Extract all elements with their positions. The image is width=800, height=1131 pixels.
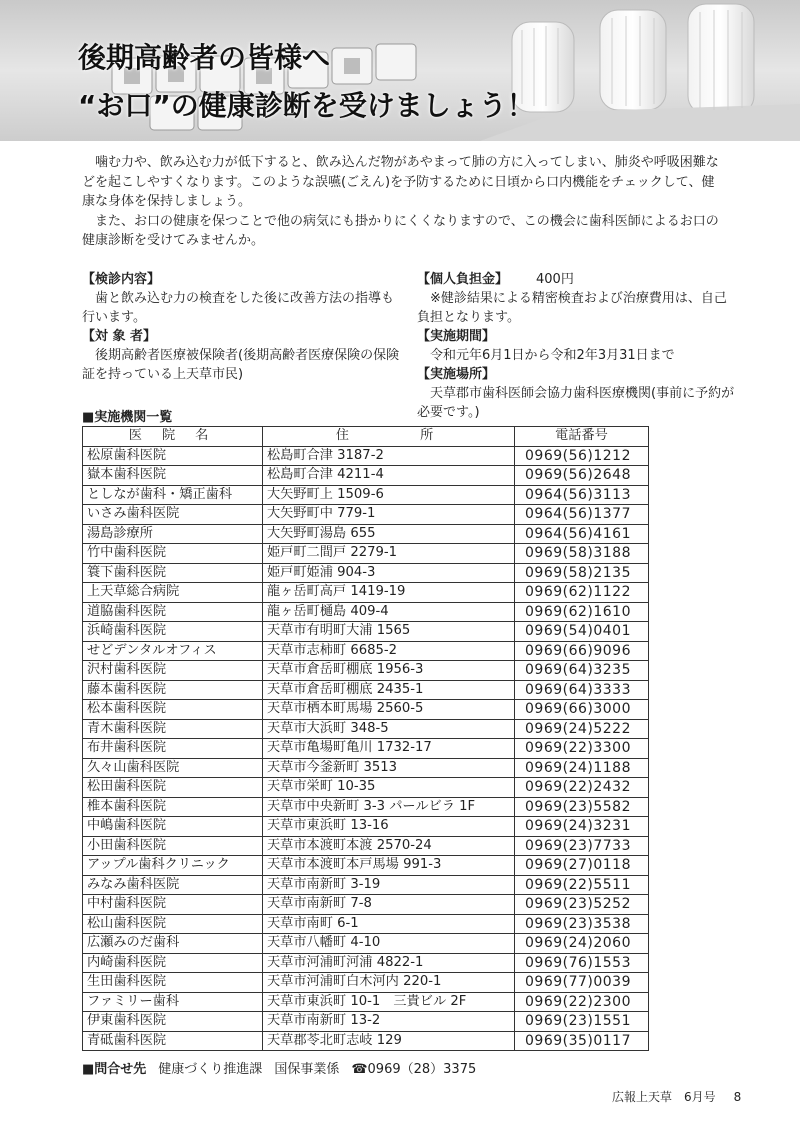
header-banner <box>0 0 800 141</box>
table-row <box>83 466 649 486</box>
clinic-name-cell: 内崎歯科医院 <box>83 953 263 973</box>
table-row <box>83 583 649 603</box>
cost-heading: 【個人負担金】 <box>417 272 509 287</box>
info-right-column <box>417 270 735 422</box>
exam-heading: 【検診内容】 <box>82 272 161 287</box>
table-row <box>83 563 649 583</box>
clinic-phone-cell: 0969(24)3231 <box>515 817 649 837</box>
clinic-name-cell: 松山歯科医院 <box>83 914 263 934</box>
intro-text <box>82 153 722 251</box>
clinic-phone-cell: 0969(58)2135 <box>515 563 649 583</box>
clinic-phone-cell: 0969(56)2648 <box>515 466 649 486</box>
clinic-name-cell: 道脇歯科医院 <box>83 602 263 622</box>
table-row <box>83 680 649 700</box>
clinic-phone-cell: 0969(66)9096 <box>515 641 649 661</box>
clinic-phone-cell: 0969(22)5511 <box>515 875 649 895</box>
clinic-address-cell: 天草市有明町大浦 1565 <box>263 622 515 642</box>
clinic-name-cell: 伊東歯科医院 <box>83 1012 263 1032</box>
table-row <box>83 505 649 525</box>
clinic-name-cell: 沢村歯科医院 <box>83 661 263 681</box>
table-row <box>83 992 649 1012</box>
clinic-address-cell: 天草市今釜新町 3513 <box>263 758 515 778</box>
clinic-name-cell: 簑下歯科医院 <box>83 563 263 583</box>
place-body: 天草郡市歯科医師会協力歯科医療機関(事前に予約が必要です。) <box>417 386 735 420</box>
clinic-phone-cell: 0969(23)5582 <box>515 797 649 817</box>
col-header-name: 医 院 名 <box>83 427 263 447</box>
clinic-address-cell: 天草市南新町 3-19 <box>263 875 515 895</box>
clinic-name-cell: 中嶋歯科医院 <box>83 817 263 837</box>
table-row <box>83 1012 649 1032</box>
clinic-phone-cell: 0969(23)1551 <box>515 1012 649 1032</box>
clinic-name-cell: 青砥歯科医院 <box>83 1031 263 1051</box>
table-row <box>83 719 649 739</box>
cost-note: ※健診結果による精密検査および治療費用は、自己負担となります。 <box>417 291 727 325</box>
info-left-column <box>82 270 402 384</box>
clinic-address-cell: 天草市本渡町本渡 2570-24 <box>263 836 515 856</box>
clinic-phone-cell: 0969(23)5252 <box>515 895 649 915</box>
table-row <box>83 934 649 954</box>
clinic-phone-cell: 0969(22)3300 <box>515 739 649 759</box>
clinic-address-cell: 天草市中央新町 3-3 パールビラ 1F <box>263 797 515 817</box>
clinic-table <box>82 426 649 1051</box>
clinic-phone-cell: 0969(62)1610 <box>515 602 649 622</box>
page-title-line2: “お口”の健康診断を受けましょう！ <box>78 89 535 122</box>
table-row <box>83 485 649 505</box>
clinic-name-cell: 小田歯科医院 <box>83 836 263 856</box>
clinic-name-cell: 松原歯科医院 <box>83 446 263 466</box>
clinic-phone-cell: 0969(27)0118 <box>515 856 649 876</box>
clinic-address-cell: 天草市亀場町亀川 1732-17 <box>263 739 515 759</box>
clinic-phone-cell: 0969(56)1212 <box>515 446 649 466</box>
clinic-address-cell: 天草市東浜町 10-1 三貴ビル 2F <box>263 992 515 1012</box>
clinic-address-cell: 天草市河浦町河浦 4822-1 <box>263 953 515 973</box>
clinic-name-cell: 湯島診療所 <box>83 524 263 544</box>
publication-name: 広報上天草 6月号 <box>612 1090 716 1104</box>
clinic-address-cell: 姫戸町姫浦 904-3 <box>263 563 515 583</box>
clinic-address-cell: 松島町合津 3187-2 <box>263 446 515 466</box>
clinic-phone-cell: 0969(58)3188 <box>515 544 649 564</box>
clinic-phone-cell: 0969(23)7733 <box>515 836 649 856</box>
target-body: 後期高齢者医療被保険者(後期高齢者医療保険の保険証を持っている上天草市民) <box>82 348 400 382</box>
table-row <box>83 836 649 856</box>
clinic-address-cell: 天草市南町 6-1 <box>263 914 515 934</box>
table-row <box>83 602 649 622</box>
table-row <box>83 700 649 720</box>
clinic-phone-cell: 0969(22)2432 <box>515 778 649 798</box>
contact-dept: 健康づくり推進課 <box>158 1062 263 1077</box>
clinic-name-cell: 中村歯科医院 <box>83 895 263 915</box>
clinic-address-cell: 大矢野町上 1509-6 <box>263 485 515 505</box>
clinic-address-cell: 天草市倉岳町棚底 1956-3 <box>263 661 515 681</box>
clinic-phone-cell: 0964(56)1377 <box>515 505 649 525</box>
col-header-phone: 電話番号 <box>515 427 649 447</box>
page-number: 8 <box>733 1090 742 1104</box>
clinic-address-cell: 天草市南新町 7-8 <box>263 895 515 915</box>
table-header-row <box>83 427 649 447</box>
clinic-name-cell: 竹中歯科医院 <box>83 544 263 564</box>
contact-line <box>82 1058 476 1077</box>
table-row <box>83 895 649 915</box>
col-header-address: 住 所 <box>263 427 515 447</box>
table-row <box>83 641 649 661</box>
period-body: 令和元年6月1日から令和2年3月31日まで <box>430 348 675 363</box>
clinic-address-cell: 大矢野町中 779-1 <box>263 505 515 525</box>
clinic-phone-cell: 0969(77)0039 <box>515 973 649 993</box>
target-heading: 【対 象 者】 <box>82 329 157 344</box>
intro-paragraph: 噛む力や、飲み込む力が低下すると、飲み込んだ物があやまって肺の方に入ってしまい、肺炎や呼吸困難などを起こしやすくなります。このような誤嚥(ごえん)を予防するために日頃から口内機能をチェックして、健康な身体を保持しましょう。 <box>82 155 719 209</box>
table-row <box>83 739 649 759</box>
clinic-phone-cell: 0969(76)1553 <box>515 953 649 973</box>
clinic-phone-cell: 0969(24)2060 <box>515 934 649 954</box>
clinic-name-cell: 上天草総合病院 <box>83 583 263 603</box>
clinic-address-cell: 天草市倉岳町棚底 2435-1 <box>263 680 515 700</box>
clinic-phone-cell: 0969(23)3538 <box>515 914 649 934</box>
table-row <box>83 797 649 817</box>
clinic-name-cell: ファミリー歯科 <box>83 992 263 1012</box>
clinic-phone-cell: 0964(56)4161 <box>515 524 649 544</box>
clinic-phone-cell: 0969(54)0401 <box>515 622 649 642</box>
exam-body: 歯と飲み込む力の検査をした後に改善方法の指導も行います。 <box>82 291 395 325</box>
table-row <box>83 1031 649 1051</box>
clinic-name-cell: 藤本歯科医院 <box>83 680 263 700</box>
clinic-phone-cell: 0969(35)0117 <box>515 1031 649 1051</box>
page-title-line1: 後期高齢者の皆様へ <box>78 41 331 74</box>
table-row <box>83 661 649 681</box>
clinic-address-cell: 天草市東浜町 13-16 <box>263 817 515 837</box>
clinic-phone-cell: 0964(56)3113 <box>515 485 649 505</box>
clinic-name-cell: 青木歯科医院 <box>83 719 263 739</box>
table-row <box>83 875 649 895</box>
clinic-phone-cell: 0969(22)2300 <box>515 992 649 1012</box>
clinic-phone-cell: 0969(64)3333 <box>515 680 649 700</box>
clinic-name-cell: 布井歯科医院 <box>83 739 263 759</box>
cost-heading-row <box>417 270 735 289</box>
table-row <box>83 622 649 642</box>
table-row <box>83 778 649 798</box>
clinic-address-cell: 龍ヶ岳町高戸 1419-19 <box>263 583 515 603</box>
clinic-table-body <box>83 446 649 1051</box>
intro-paragraph: また、お口の健康を保つことで他の病気にも掛かりにくくなりますので、この機会に歯科医師によるお口の健康診断を受けてみませんか。 <box>82 213 719 248</box>
clinic-address-cell: 姫戸町二間戸 2279-1 <box>263 544 515 564</box>
table-row <box>83 953 649 973</box>
clinic-address-cell: 天草市南新町 13-2 <box>263 1012 515 1032</box>
clinic-name-cell: 広瀬みのだ歯科 <box>83 934 263 954</box>
table-row <box>83 973 649 993</box>
clinic-phone-cell: 0969(64)3235 <box>515 661 649 681</box>
contact-label: ■問合せ先 <box>82 1062 147 1077</box>
table-title: ■実施機関一覧 <box>82 410 173 425</box>
clinic-name-cell: アップル歯科クリニック <box>83 856 263 876</box>
clinic-address-cell: 天草市本渡町本戸馬場 991-3 <box>263 856 515 876</box>
clinic-address-cell: 天草市栄町 10-35 <box>263 778 515 798</box>
clinic-name-cell: みなみ歯科医院 <box>83 875 263 895</box>
clinic-address-cell: 天草郡苓北町志岐 129 <box>263 1031 515 1051</box>
clinic-name-cell: 松本歯科医院 <box>83 700 263 720</box>
clinic-name-cell: 嶽本歯科医院 <box>83 466 263 486</box>
clinic-phone-cell: 0969(62)1122 <box>515 583 649 603</box>
clinic-phone-cell: 0969(66)3000 <box>515 700 649 720</box>
clinic-name-cell: いさみ歯科医院 <box>83 505 263 525</box>
clinic-phone-cell: 0969(24)5222 <box>515 719 649 739</box>
clinic-name-cell: 松田歯科医院 <box>83 778 263 798</box>
clinic-name-cell: 浜崎歯科医院 <box>83 622 263 642</box>
contact-section: 国保事業係 <box>274 1062 340 1077</box>
clinic-name-cell: 生田歯科医院 <box>83 973 263 993</box>
clinic-address-cell: 龍ヶ岳町樋島 409-4 <box>263 602 515 622</box>
clinic-name-cell: としなが歯科・矯正歯科 <box>83 485 263 505</box>
clinic-address-cell: 天草市栖本町馬場 2560-5 <box>263 700 515 720</box>
clinic-name-cell: 久々山歯科医院 <box>83 758 263 778</box>
clinic-name-cell: せどデンタルオフィス <box>83 641 263 661</box>
table-row <box>83 446 649 466</box>
clinic-phone-cell: 0969(24)1188 <box>515 758 649 778</box>
clinic-address-cell: 大矢野町湯島 655 <box>263 524 515 544</box>
place-heading: 【実施場所】 <box>417 367 496 382</box>
table-row <box>83 817 649 837</box>
clinic-address-cell: 松島町合津 4211-4 <box>263 466 515 486</box>
page-footer <box>612 1088 741 1105</box>
table-row <box>83 914 649 934</box>
clinic-address-cell: 天草市八幡町 4-10 <box>263 934 515 954</box>
table-row <box>83 524 649 544</box>
clinic-address-cell: 天草市志柿町 6685-2 <box>263 641 515 661</box>
table-row <box>83 544 649 564</box>
clinic-address-cell: 天草市河浦町白木河内 220-1 <box>263 973 515 993</box>
period-heading: 【実施期間】 <box>417 329 496 344</box>
contact-phone: ☎0969（28）3375 <box>351 1062 477 1077</box>
clinic-address-cell: 天草市大浜町 348-5 <box>263 719 515 739</box>
table-row <box>83 758 649 778</box>
cost-amount: 400円 <box>536 272 574 287</box>
table-row <box>83 856 649 876</box>
clinic-name-cell: 椎本歯科医院 <box>83 797 263 817</box>
